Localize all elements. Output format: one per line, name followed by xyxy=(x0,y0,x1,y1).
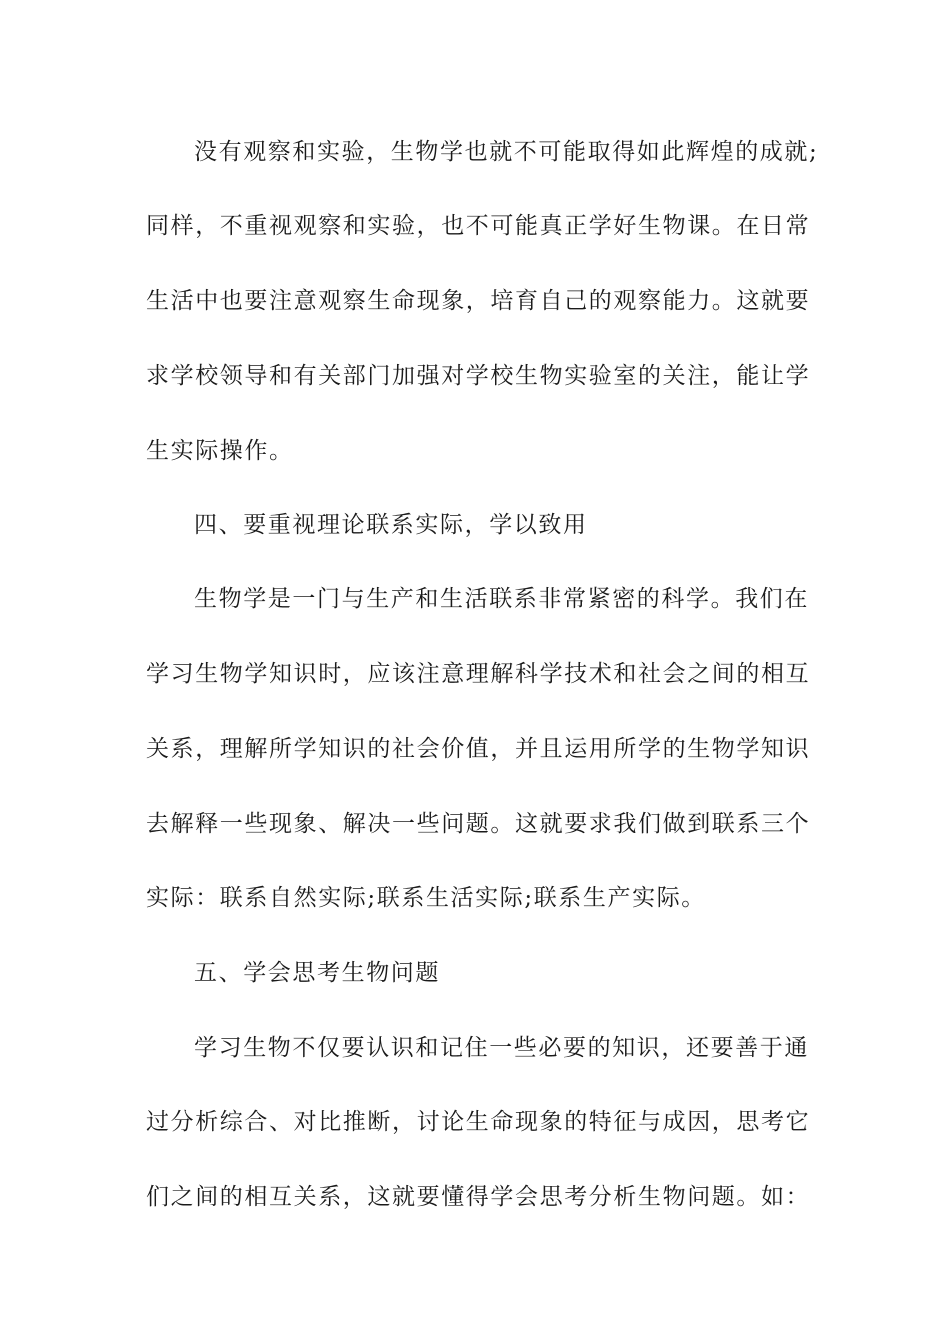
paragraph-line: 学习生物学知识时，应该注意理解科学技术和社会之间的相互 xyxy=(146,661,811,687)
paragraph-line: 没有观察和实验，生物学也就不可能取得如此辉煌的成就; xyxy=(194,139,819,165)
paragraph-line: 生物学是一门与生产和生活联系非常紧密的科学。我们在 xyxy=(194,586,809,612)
paragraph-line: 实际：联系自然实际;联系生活实际;联系生产实际。 xyxy=(146,885,706,911)
section-heading: 五、学会思考生物问题 xyxy=(194,960,440,986)
section-heading: 四、要重视理论联系实际，学以致用 xyxy=(194,512,588,538)
paragraph-line: 生活中也要注意观察生命现象，培育自己的观察能力。这就要 xyxy=(146,288,811,314)
paragraph-line: 们之间的相互关系，这就要懂得学会思考分析生物问题。如： xyxy=(146,1184,811,1210)
paragraph-line: 过分析综合、对比推断，讨论生命现象的特征与成因，思考它 xyxy=(146,1109,811,1135)
paragraph-line: 学习生物不仅要认识和记住一些必要的知识，还要善于通 xyxy=(194,1035,809,1061)
paragraph-line: 同样，不重视观察和实验，也不可能真正学好生物课。在日常 xyxy=(146,213,811,239)
paragraph-line: 关系，理解所学知识的社会价值，并且运用所学的生物学知识 xyxy=(146,736,811,762)
paragraph-line: 去解释一些现象、解决一些问题。这就要求我们做到联系三个 xyxy=(146,811,811,837)
paragraph-line: 求学校领导和有关部门加强对学校生物实验室的关注，能让学 xyxy=(146,363,811,389)
paragraph-line: 生实际操作。 xyxy=(146,438,294,464)
